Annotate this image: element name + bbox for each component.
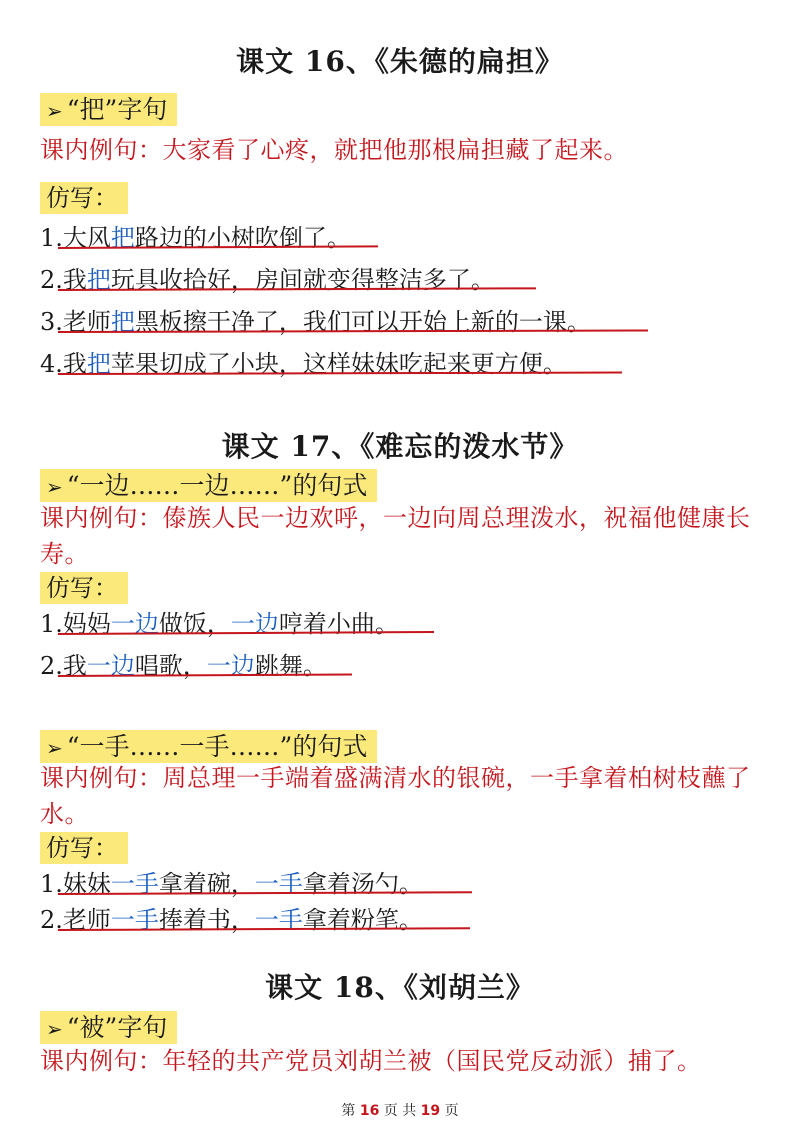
practice-sentence: 1.妹妹一手拿着碗，一手拿着汤勺。 xyxy=(40,870,423,898)
current-page-number: 16 xyxy=(359,1103,380,1119)
practice-label: 仿写： xyxy=(40,568,128,603)
practice-sentence: 2.老师一手捧着书，一手拿着粉笔。 xyxy=(40,906,423,934)
arrow-icon: ➢ xyxy=(46,736,63,760)
practice-label: 仿写： xyxy=(40,178,128,213)
pattern-heading: ➢ “一边……一边……”的句式 xyxy=(40,466,377,502)
practice-sentence: 1.妈妈一边做饭，一边哼着小曲。 xyxy=(40,610,399,638)
example-sentence: 课内例句：大家看了心疼，就把他那根扁担藏了起来。 xyxy=(40,136,628,164)
practice-sentence: 3.老师把黑板擦干净了，我们可以开始上新的一课。 xyxy=(40,308,591,336)
example-sentence: 课内例句：周总理一手端着盛满清水的银碗，一手拿着柏树枝蘸了水。 xyxy=(40,764,751,828)
pattern-heading: ➢ “被”字句 xyxy=(40,1008,177,1044)
section-title: 课文 16、《朱德的扁担》 xyxy=(236,45,564,78)
practice-sentence: 2.我把玩具收拾好，房间就变得整洁多了。 xyxy=(40,266,495,294)
practice-sentence: 1.大风把路边的小树吹倒了。 xyxy=(40,224,351,252)
arrow-icon: ➢ xyxy=(46,1017,63,1041)
example-sentence: 课内例句：年轻的共产党员刘胡兰被（国民党反动派）捕了。 xyxy=(40,1047,702,1075)
pattern-heading: ➢ “把”字句 xyxy=(40,90,177,126)
practice-sentence: 2.我一边唱歌，一边跳舞。 xyxy=(40,652,327,680)
page-footer: 第 16 页 共 19 页 xyxy=(341,1103,459,1119)
arrow-icon: ➢ xyxy=(46,99,63,123)
practice-sentence: 4.我把苹果切成了小块，这样妹妹吃起来更方便。 xyxy=(40,350,567,378)
practice-label: 仿写： xyxy=(40,828,128,863)
total-pages-number: 19 xyxy=(420,1103,441,1119)
arrow-icon: ➢ xyxy=(46,475,63,499)
section-title: 课文 17、《难忘的泼水节》 xyxy=(221,430,579,463)
section-title: 课文 18、《刘胡兰》 xyxy=(265,971,535,1004)
example-sentence: 课内例句：傣族人民一边欢呼，一边向周总理泼水，祝福他健康长寿。 xyxy=(40,504,751,568)
pattern-heading: ➢ “一手……一手……”的句式 xyxy=(40,727,377,763)
